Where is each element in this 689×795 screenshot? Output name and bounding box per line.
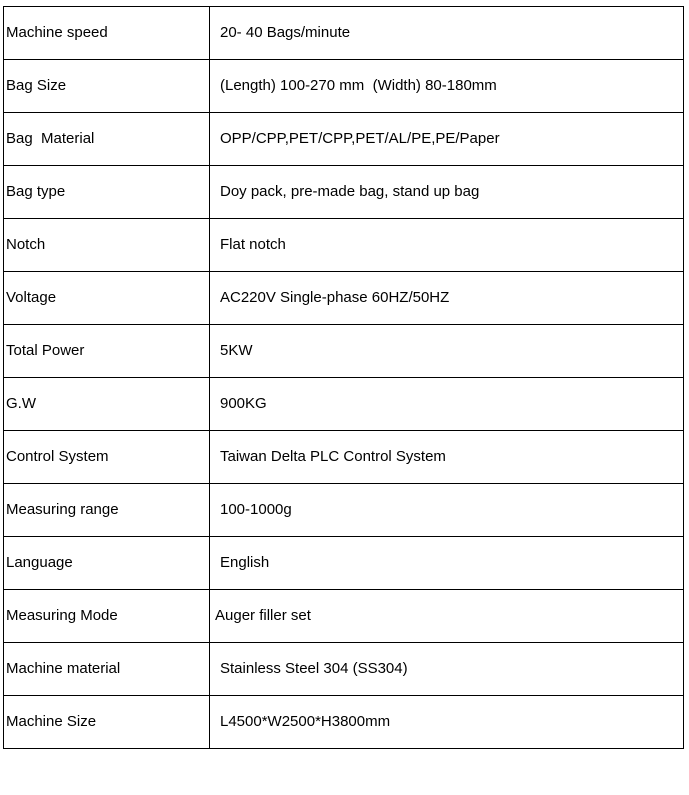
spec-value: 5KW xyxy=(210,325,684,378)
spec-label: G.W xyxy=(4,378,210,431)
table-row xyxy=(4,696,684,749)
spec-label: Measuring range xyxy=(4,484,210,537)
spec-value: Doy pack, pre-made bag, stand up bag xyxy=(210,166,684,219)
spec-label: Total Power xyxy=(4,325,210,378)
spec-value: AC220V Single-phase 60HZ/50HZ xyxy=(210,272,684,325)
spec-value: Auger filler set xyxy=(210,590,684,643)
spec-label: Measuring Mode xyxy=(4,590,210,643)
spec-value: L4500*W2500*H3800mm xyxy=(210,696,684,749)
spec-label: Voltage xyxy=(4,272,210,325)
spec-label: Bag Material xyxy=(4,113,210,166)
table-row xyxy=(4,537,684,590)
table-row xyxy=(4,378,684,431)
table-row xyxy=(4,272,684,325)
spec-table xyxy=(3,6,684,749)
table-row xyxy=(4,325,684,378)
table-row xyxy=(4,7,684,60)
table-row xyxy=(4,60,684,113)
spec-value: OPP/CPP,PET/CPP,PET/AL/PE,PE/Paper xyxy=(210,113,684,166)
spec-label: Machine Size xyxy=(4,696,210,749)
spec-label: Bag type xyxy=(4,166,210,219)
table-row xyxy=(4,484,684,537)
spec-value: Taiwan Delta PLC Control System xyxy=(210,431,684,484)
spec-value: (Length) 100-270 mm (Width) 80-180mm xyxy=(210,60,684,113)
spec-label: Notch xyxy=(4,219,210,272)
spec-value: Flat notch xyxy=(210,219,684,272)
spec-value: Stainless Steel 304 (SS304) xyxy=(210,643,684,696)
spec-value: 100-1000g xyxy=(210,484,684,537)
spec-label: Bag Size xyxy=(4,60,210,113)
table-row xyxy=(4,166,684,219)
spec-value: English xyxy=(210,537,684,590)
table-row xyxy=(4,643,684,696)
table-row xyxy=(4,219,684,272)
spec-label: Language xyxy=(4,537,210,590)
spec-label: Machine material xyxy=(4,643,210,696)
spec-value: 900KG xyxy=(210,378,684,431)
table-row xyxy=(4,431,684,484)
table-row xyxy=(4,113,684,166)
spec-label: Control System xyxy=(4,431,210,484)
spec-label: Machine speed xyxy=(4,7,210,60)
table-row xyxy=(4,590,684,643)
spec-value: 20- 40 Bags/minute xyxy=(210,7,684,60)
